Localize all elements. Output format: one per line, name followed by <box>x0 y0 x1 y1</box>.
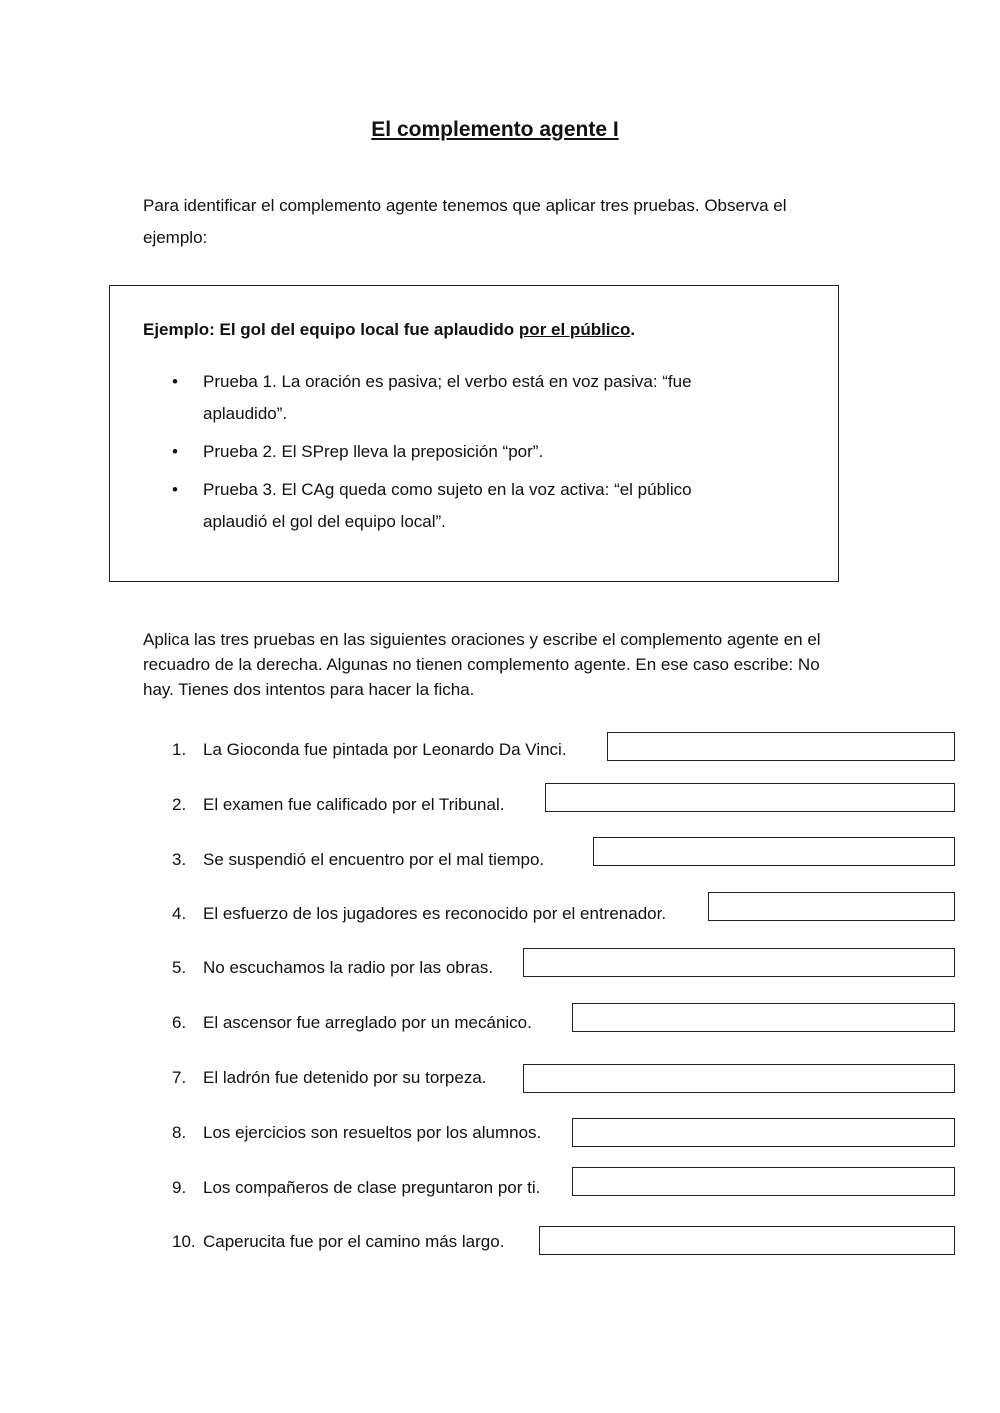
answer-input[interactable] <box>572 1167 955 1196</box>
question-number: 9. <box>172 1178 187 1197</box>
test-item <box>110 436 743 468</box>
test-list <box>110 366 743 544</box>
question-sentence: Los ejercicios son resueltos por los alumnos. <box>203 1123 542 1142</box>
answer-input[interactable] <box>572 1118 955 1147</box>
test-text: Prueba 3. El CAg queda como sujeto en la voz activa: “el público aplaudió el gol del equipo local”. <box>203 480 692 531</box>
question-text <box>172 850 544 870</box>
example-label: Ejemplo: El gol del equipo local fue aplaudido <box>143 320 519 339</box>
answer-input[interactable] <box>607 732 955 761</box>
question-text <box>172 795 504 815</box>
example-agent: por el público <box>518 320 631 339</box>
question-sentence: El examen fue calificado por el Tribunal. <box>203 795 505 814</box>
question-number: 8. <box>172 1123 187 1142</box>
answer-input[interactable] <box>593 837 955 866</box>
answer-input[interactable] <box>572 1003 955 1032</box>
intro-paragraph: Para identificar el complemento agente tenemos que aplicar tres pruebas. Observa el ejemplo: <box>143 196 787 247</box>
answer-input[interactable] <box>523 948 955 977</box>
question-number: 2. <box>172 795 187 814</box>
question-sentence: El ladrón fue detenido por su torpeza. <box>203 1068 487 1087</box>
question-number: 4. <box>172 904 187 923</box>
bullet-icon: • <box>172 480 178 499</box>
question-text <box>172 1013 532 1033</box>
test-text: Prueba 2. El SPrep lleva la preposición “por”. <box>203 442 544 461</box>
example-heading <box>143 320 635 340</box>
question-sentence: Los compañeros de clase preguntaron por ti. <box>203 1178 541 1197</box>
question-number: 10. <box>172 1232 196 1251</box>
example-end: . <box>630 320 636 339</box>
question-text <box>172 740 567 760</box>
answer-input[interactable] <box>545 783 955 812</box>
question-text <box>172 958 493 978</box>
question-sentence: Caperucita fue por el camino más largo. <box>203 1232 505 1251</box>
bullet-icon: • <box>172 442 178 461</box>
question-text <box>172 1068 487 1088</box>
question-number: 3. <box>172 850 187 869</box>
question-sentence: No escuchamos la radio por las obras. <box>203 958 494 977</box>
bullet-icon: • <box>172 372 178 391</box>
test-text: Prueba 1. La oración es pasiva; el verbo está en voz pasiva: “fue aplaudido”. <box>203 372 692 423</box>
question-sentence: Se suspendió el encuentro por el mal tiempo. <box>203 850 545 869</box>
example-box <box>109 285 839 582</box>
question-number: 6. <box>172 1013 187 1032</box>
answer-input[interactable] <box>523 1064 955 1093</box>
answer-input[interactable] <box>708 892 955 921</box>
question-number: 7. <box>172 1068 187 1087</box>
question-sentence: La Gioconda fue pintada por Leonardo Da Vinci. <box>203 740 567 759</box>
test-item <box>110 474 743 538</box>
question-number: 1. <box>172 740 187 759</box>
question-number: 5. <box>172 958 187 977</box>
question-text <box>172 1178 540 1198</box>
question-text <box>172 1123 541 1143</box>
test-item <box>110 366 743 430</box>
page-title: El complemento agente I <box>371 118 619 141</box>
instructions-paragraph: Aplica las tres pruebas en las siguientes oraciones y escribe el complemento agente en el recuadro de la derecha. Algunas no tienen complemento agente. En ese caso escribe: No hay. Tienes dos intentos para hacer la ficha. <box>143 630 821 699</box>
answer-input[interactable] <box>539 1226 955 1255</box>
question-text <box>172 1232 504 1252</box>
question-text <box>172 904 666 924</box>
question-sentence: El ascensor fue arreglado por un mecánico. <box>203 1013 532 1032</box>
question-sentence: El esfuerzo de los jugadores es reconocido por el entrenador. <box>203 904 667 923</box>
